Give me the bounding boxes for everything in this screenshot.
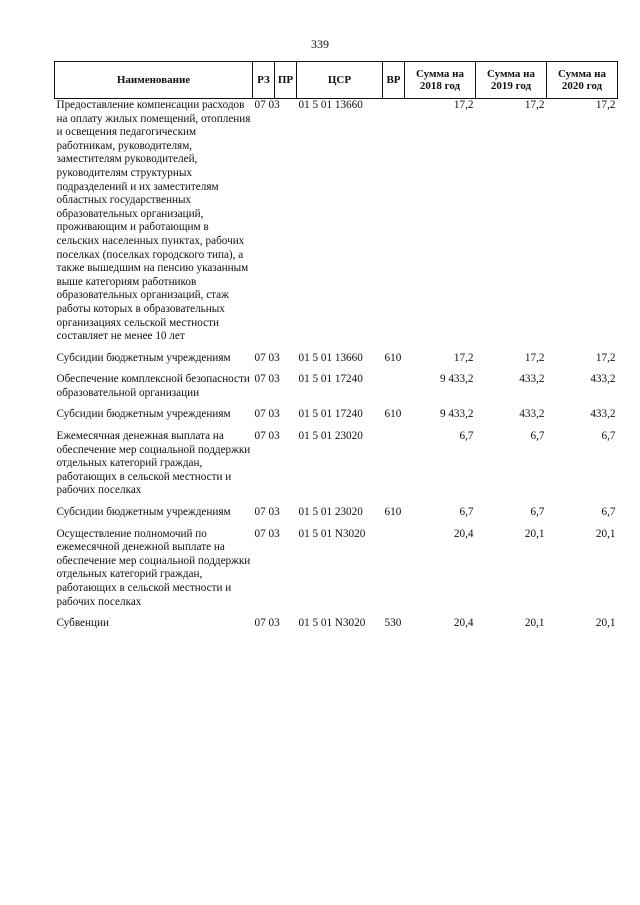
table-header-row	[55, 62, 618, 99]
row-sum-2018: 6,7	[459, 430, 474, 443]
table-row	[55, 373, 618, 408]
row-sum-2020: 433,2	[590, 408, 616, 421]
row-rz-pr: 07 03	[254, 373, 280, 386]
row-sum-2018: 17,2	[453, 99, 474, 111]
row-vr	[383, 528, 405, 618]
header-csr: ЦСР	[297, 62, 383, 99]
row-name: Субсидии бюджетным учреждениям	[56, 506, 231, 519]
row-vr: 610	[384, 351, 402, 364]
row-sum-2020: 20,1	[595, 617, 616, 630]
row-vr	[383, 430, 405, 506]
row-sum-2020: 17,2	[595, 351, 616, 364]
table-row	[55, 617, 618, 639]
row-sum-2018: 20,4	[453, 617, 474, 630]
row-sum-2019: 17,2	[524, 351, 545, 364]
row-rz-pr: 07 03	[254, 351, 280, 364]
row-sum-2018: 6,7	[459, 506, 474, 519]
row-sum-2018: 9 433,2	[439, 408, 474, 421]
row-sum-2019: 6,7	[530, 506, 545, 519]
row-sum-2019: 6,7	[530, 430, 545, 443]
header-rz: РЗ	[253, 62, 275, 99]
row-name: Предоставление компенсации расходов на оплату жилых помещений, отопления и освещения педагогическим работникам, руководителям, заместителям руководителей, руководителям структурных подразделений и их заместителям областных государственных образовательных организаций, проживающим и работающим в сельских населенных пунктах, рабочих поселках (поселках городского типа), а также вышедшим на пенсию указанным выше категориям работников образовательных организаций, стаж работы которых в образовательных организациях сельской местности составляет не менее 10 лет	[56, 99, 251, 343]
row-sum-2019: 433,2	[519, 408, 545, 421]
row-sum-2019: 20,1	[524, 527, 545, 540]
row-vr	[383, 373, 405, 408]
row-sum-2020: 6,7	[601, 430, 616, 443]
row-csr: 01 5 01 N3020	[298, 527, 366, 540]
row-sum-2018: 17,2	[453, 351, 474, 364]
row-sum-2020: 20,1	[595, 527, 616, 540]
row-csr: 01 5 01 17240	[298, 408, 363, 421]
row-rz-pr: 07 03	[254, 527, 280, 540]
row-name: Обеспечение комплексной безопасности образовательной организации	[56, 373, 250, 399]
header-pr: ПР	[275, 62, 297, 99]
row-sum-2020: 17,2	[595, 99, 616, 111]
row-csr: 01 5 01 17240	[298, 373, 363, 386]
row-name: Ежемесячная денежная выплата на обеспечение мер социальной поддержки отдельных категорий граждан, работающих в сельской местности и рабочих поселках	[56, 430, 251, 497]
row-rz-pr: 07 03	[254, 430, 280, 443]
row-name: Субвенции	[56, 617, 109, 630]
table-row	[55, 352, 618, 374]
row-sum-2018: 9 433,2	[439, 373, 474, 386]
header-sum-2019: Сумма на 2019 год	[476, 62, 547, 99]
row-csr: 01 5 01 13660	[298, 99, 363, 111]
row-csr: 01 5 01 13660	[298, 351, 363, 364]
header-vr: ВР	[383, 62, 405, 99]
row-sum-2019: 433,2	[519, 373, 545, 386]
row-csr: 01 5 01 23020	[298, 506, 363, 519]
row-rz-pr: 07 03	[254, 617, 280, 630]
row-csr: 01 5 01 23020	[298, 430, 363, 443]
row-rz-pr: 07 03	[254, 99, 280, 111]
row-rz-pr: 07 03	[254, 506, 280, 519]
table-row	[55, 408, 618, 430]
row-vr: 610	[384, 506, 402, 519]
row-vr	[383, 99, 405, 352]
row-name: Субсидии бюджетным учреждениям	[56, 351, 231, 364]
table-row	[55, 506, 618, 528]
row-name: Субсидии бюджетным учреждениям	[56, 408, 231, 421]
table-row	[55, 430, 618, 506]
row-vr: 610	[384, 408, 402, 421]
row-vr: 530	[384, 617, 402, 630]
row-sum-2020: 6,7	[601, 506, 616, 519]
row-sum-2019: 20,1	[524, 617, 545, 630]
row-rz-pr: 07 03	[254, 408, 280, 421]
header-name: Наименование	[55, 62, 253, 99]
budget-table	[54, 61, 618, 639]
header-sum-2018: Сумма на 2018 год	[405, 62, 476, 99]
table-row	[55, 99, 618, 352]
row-csr: 01 5 01 N3020	[298, 617, 366, 630]
row-name: Осуществление полномочий по ежемесячной денежной выплате на обеспечение мер социальной поддержки отдельных категорий граждан, работающих в сельской местности и рабочих поселках	[56, 527, 251, 608]
page-number: 339	[311, 37, 329, 51]
row-sum-2018: 20,4	[453, 527, 474, 540]
header-sum-2020: Сумма на 2020 год	[547, 62, 618, 99]
table-row	[55, 528, 618, 618]
row-sum-2019: 17,2	[524, 99, 545, 111]
row-sum-2020: 433,2	[590, 373, 616, 386]
